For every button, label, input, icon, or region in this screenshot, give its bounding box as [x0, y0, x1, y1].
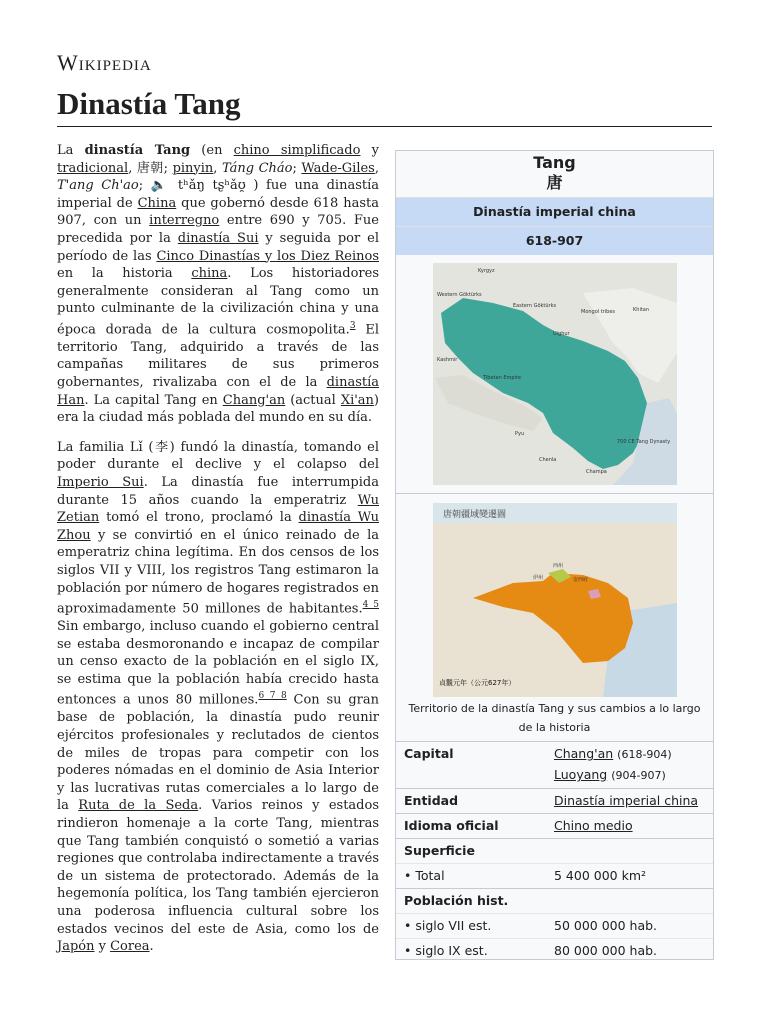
wikipedia-logo[interactable]: Wikipedia — [57, 50, 152, 75]
link-japon[interactable]: Japón — [57, 939, 95, 955]
infobox-period: 618-907 — [396, 226, 713, 255]
link-dinastia-han[interactable]: dinastía Han — [57, 375, 379, 408]
map1-label: Tibetan Empire — [482, 375, 521, 381]
tang-territory-map[interactable] — [433, 263, 677, 485]
link-xian[interactable]: Xi'an — [340, 392, 374, 408]
link-interregno[interactable]: interregno — [149, 213, 220, 229]
link-china[interactable]: China — [137, 195, 177, 211]
map1-label: Mongol tribes — [580, 309, 615, 315]
map2-label: 西州 — [552, 563, 563, 569]
map2-stamp: 貞觀元年（公元627年） — [438, 679, 515, 687]
row-poblacion: Población hist. — [404, 893, 509, 908]
link-wade-giles[interactable]: Wade-Giles — [301, 160, 375, 176]
map2-label: 伊州 — [532, 575, 543, 581]
ref-6-7-8[interactable]: 6 7 8 — [258, 691, 287, 702]
ref-4-5[interactable]: 4 5 — [362, 600, 379, 611]
ref-3[interactable]: 3 — [349, 320, 356, 331]
map2-title: 唐朝疆域變遷圖 — [442, 510, 506, 520]
link-wu-zetian[interactable]: Wu Zetian — [57, 492, 379, 526]
link-changan[interactable]: Chang'an — [222, 392, 286, 408]
infobox-title: Tang 唐 — [533, 153, 576, 192]
paragraph-2: La familia Lǐ (李) fundó la dinastía, tomando el poder durante el declive y el colapso del Imperio Sui. La dinastía fue interrumpida durante 15 años cuando la emperatriz Wu Zetian tomó el trono, proclamó la dinastía Wu Zhou y se convirtió en el único reinado de la emperatriz china legítima. En dos censos de los siglos VII y VIII, los registros Tang estimaron la población por número de hogares registrados en aproximadamente 50 millones de habitantes.$^{4 5}$ Sin embargo, incluso cuando el gobierno central se estaba desmoronando e incapaz de compilar un censo exacto de la población en el siglo IX, se estima que la población había crecido hasta entonces a unos 80 millones.$^{6 7 8}$ Con su gran base de población, la dinastía pudo reunir ejércitos profesionales y reclutados de cientos de miles de tropas para competir con los poderes nómadas en el dominio de Asia Interior y las lucrativas rutas comerciales a lo largo de la Ruta de la Seda. Varios reinos y estados rindieron homenaje a la corte Tang, mientras que Tang también conquistó o sometió a varias regiones que controlaba indirectamente a través de un sistema de protectorado. Además de la hegemonía política, los Tang también ejercieron una poderosa influencia cultural sobre los estados vecinos del este de Asia, como los de Japón y Corea. — [57, 439, 380, 955]
link-dinastia-imperial-china[interactable]: Dinastía imperial china — [554, 793, 699, 808]
row-idioma: Idioma oficial Chino medio — [404, 818, 633, 833]
map1-label: Kashmir — [436, 357, 457, 363]
link-dinastia-sui[interactable]: dinastía Sui — [177, 230, 259, 246]
row-capital: Capital Chang'an (618-904) Luoyang (904-907) — [404, 746, 672, 782]
map1-label: Western Göktürks — [436, 292, 482, 298]
infobox-type: Dinastía imperial china — [396, 197, 713, 226]
map1-legend: 700 CE Tang Dynasty — [616, 439, 670, 445]
tang-changes-map[interactable] — [433, 503, 677, 697]
link-ruta-de-la-seda[interactable]: Ruta de la Seda — [78, 798, 199, 814]
map1-label: Champa — [585, 469, 607, 475]
link-tradicional[interactable]: tradicional — [57, 160, 129, 176]
article-body — [57, 142, 379, 968]
link-dinastia-wu-zhou[interactable]: dinastía Wu Zhou — [57, 510, 380, 543]
row-poblacion-ix: • siglo IX est. 80 000 000 hab. — [396, 938, 713, 963]
infobox — [395, 150, 714, 960]
link-pinyin[interactable]: pinyin — [172, 160, 214, 176]
row-superficie-total: • Total 5 400 000 km² — [396, 863, 713, 888]
map-caption: Territorio de la dinastía Tang y sus cambios a lo largo de la historia — [408, 702, 701, 734]
link-china-historia[interactable]: china — [191, 266, 228, 282]
page-title: Dinastía Tang — [57, 86, 241, 121]
link-luoyang[interactable]: Luoyang — [554, 767, 608, 782]
map1-label: Kyrgyz — [477, 268, 495, 274]
map2-label: 安西府 — [572, 577, 588, 583]
title-divider — [57, 126, 712, 127]
link-changan-infobox[interactable]: Chang'an — [554, 746, 614, 761]
row-poblacion-vii: • siglo VII est. 50 000 000 hab. — [396, 913, 713, 938]
row-entidad: Entidad Dinastía imperial china — [404, 793, 699, 808]
map1-label: Chenla — [538, 457, 556, 463]
link-chino-medio[interactable]: Chino medio — [554, 818, 633, 833]
map1-label: Uighur — [552, 331, 570, 337]
link-imperio-sui[interactable]: Imperio Sui — [57, 475, 144, 491]
map1-label: Pyu — [514, 431, 524, 437]
link-cinco-dinastias[interactable]: Cinco Dinastías y los Diez Reinos — [156, 248, 379, 264]
map1-label: Khitan — [632, 307, 649, 313]
link-chino-simplificado[interactable]: chino simplificado — [233, 143, 361, 158]
row-superficie: Superficie — [404, 843, 475, 858]
paragraph-1: La dinastía Tang (en chino simplificado y tradicional, 唐朝; pinyin, Táng Cháo; Wade-Giles, T'ang Ch'ao; 🔈 tʰǎŋ tʂʰǎʊ̯ ) fue una dinastía imperial de China que gobernó desde 618 hasta 907, con un interregno entre 690 y 705. Fue precedida por la dinastía Sui y seguida por el período de las Cinco Dinastías y los Diez Reinos en la historia china. Los historiadores generalmente consideran al Tang como un punto culminante de la civilización china y una época dorada de la cultura cosmopolita.$^3$ El territorio Tang, adquirido a través de las campañas militares de sus primeros gobernantes, rivalizaba con el de la dinastía Han. La capital Tang en Chang'an (actual Xi'an) era la ciudad más poblada del mundo en su día. — [57, 143, 380, 426]
link-corea[interactable]: Corea — [110, 939, 150, 955]
map1-label: Eastern Göktürks — [512, 303, 556, 309]
infobox-divider — [396, 493, 713, 494]
